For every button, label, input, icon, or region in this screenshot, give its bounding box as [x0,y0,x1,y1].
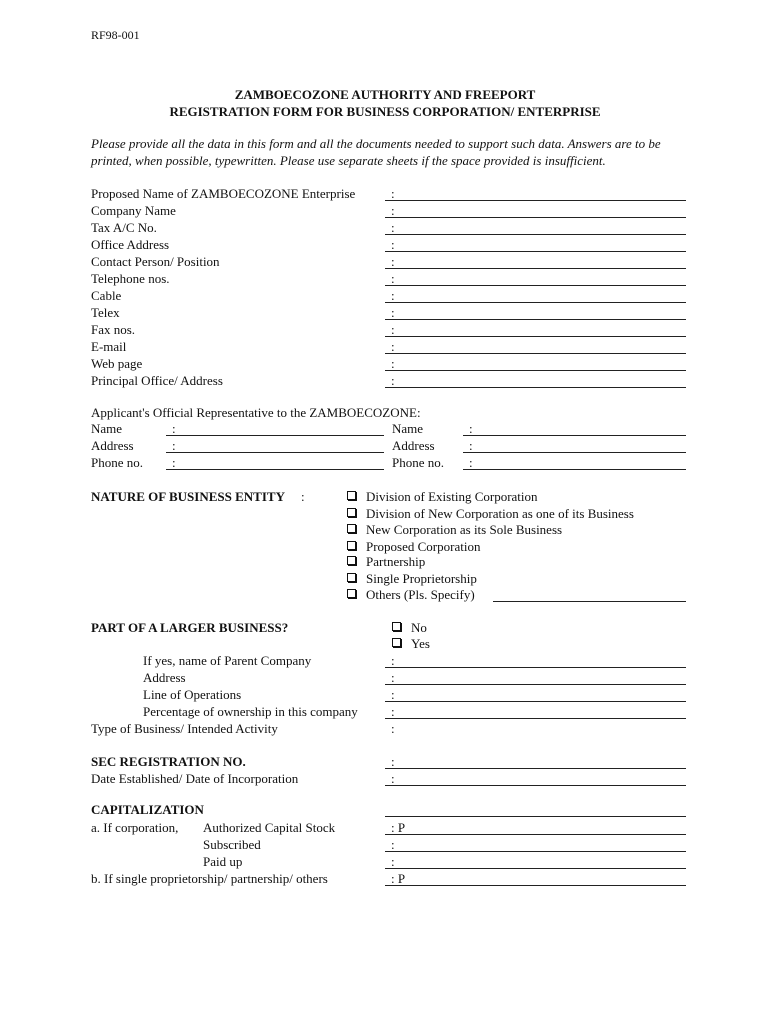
field-label-email: E-mail [91,339,127,354]
field-colon: : [391,854,395,869]
option-proposed-corporation[interactable] [347,539,480,555]
percentage-ownership-field[interactable] [385,718,686,719]
field-colon: : [391,687,395,702]
option-yes[interactable] [392,636,430,652]
field-colon: : [391,356,395,371]
option-others[interactable] [347,587,475,603]
form-title-line-1: ZAMBOECOZONE AUTHORITY AND FREEPORT [234,87,536,102]
option-label: Proposed Corporation [366,539,481,554]
option-label: New Corporation as its Sole Business [366,522,563,537]
paid-up-label: Paid up [203,854,243,869]
others-specify-field[interactable] [493,601,686,602]
field-colon: : [391,220,395,235]
rep1-phone-label: Phone no. [91,455,143,470]
type-of-business-label: Type of Business/ Intended Activity [91,721,278,736]
rep2-address-field[interactable] [463,452,686,453]
authorized-capital-label: Authorized Capital Stock [203,820,336,835]
field-colon: : [391,837,395,852]
field-label-principal-office: Principal Office/ Address [91,373,223,388]
field-colon: : [172,438,176,453]
telephone-field[interactable] [385,285,686,286]
capitalization-rule [385,816,686,817]
rep1-phone-field[interactable] [166,469,384,470]
sec-registration-label: SEC REGISTRATION NO. [91,754,246,769]
checkbox-icon[interactable] [347,573,356,582]
date-established-field[interactable] [385,785,686,786]
field-label-tax-ac: Tax A/C No. [91,220,157,235]
field-colon: : [391,254,395,269]
field-colon: : [391,771,395,786]
field-label-office-address: Office Address [91,237,170,252]
principal-office-field[interactable] [385,387,686,388]
option-division-new[interactable] [347,506,634,522]
rep2-address-label: Address [392,438,435,453]
parent-company-label: If yes, name of Parent Company [143,653,312,668]
field-label-contact-person: Contact Person/ Position [91,254,220,269]
peso-prefix: : P [391,871,406,886]
field-colon: : [391,704,395,719]
larger-business-heading: PART OF A LARGER BUSINESS? [91,620,289,635]
field-colon: : [391,288,395,303]
option-division-existing[interactable] [347,489,538,505]
option-label: Single Proprietorship [366,571,477,586]
rep1-name-field[interactable] [166,435,384,436]
option-label: Partnership [366,554,426,569]
single-proprietorship-label: b. If single proprietorship/ partnership/ others [91,871,328,886]
field-label-fax: Fax nos. [91,322,136,337]
checkbox-icon[interactable] [347,508,356,517]
nature-heading: NATURE OF BUSINESS ENTITY [91,489,285,504]
rep2-phone-field[interactable] [463,469,686,470]
field-colon: : [172,421,176,436]
checkbox-icon[interactable] [347,491,356,500]
company-name-field[interactable] [385,217,686,218]
field-label-web-page: Web page [91,356,143,371]
field-colon: : [391,271,395,286]
field-colon: : [469,438,473,453]
checkbox-icon[interactable] [347,556,356,565]
nature-colon: : [301,489,305,504]
field-colon: : [391,186,395,201]
rep2-name-field[interactable] [463,435,686,436]
form-instructions: Please provide all the data in this form and all the documents needed to support such data. Answers are to be printed, when possible, typewritten. Please use separate sheets if the space provided is insufficient. [91,136,661,168]
web-page-field[interactable] [385,370,686,371]
option-label: Yes [411,636,430,651]
checkbox-icon[interactable] [392,638,401,647]
field-colon: : [391,373,395,388]
checkbox-icon[interactable] [392,622,401,631]
email-field[interactable] [385,353,686,354]
single-proprietorship-field[interactable] [385,885,686,886]
paid-up-field[interactable] [385,868,686,869]
option-label: Others (Pls. Specify) [366,587,475,602]
option-no[interactable] [392,620,427,636]
field-colon: : [469,421,473,436]
cable-field[interactable] [385,302,686,303]
checkbox-icon[interactable] [347,541,356,550]
percentage-ownership-label: Percentage of ownership in this company [143,704,358,719]
form-code: RF98-001 [91,28,140,42]
proposed-name-field[interactable] [385,200,686,201]
field-colon: : [391,305,395,320]
subscribed-field[interactable] [385,851,686,852]
field-colon: : [391,237,395,252]
authorized-capital-field[interactable] [385,834,686,835]
subscribed-label: Subscribed [203,837,261,852]
checkbox-icon[interactable] [347,524,356,533]
field-label-proposed-name: Proposed Name of ZAMBOECOZONE Enterprise [91,186,356,201]
option-label: Division of Existing Corporation [366,489,538,504]
rep1-name-label: Name [91,421,123,436]
field-colon: : [469,455,473,470]
option-label: Division of New Corporation as one of its Business [366,506,634,521]
field-colon: : [391,203,395,218]
date-established-label: Date Established/ Date of Incorporation [91,771,299,786]
field-colon: : [391,653,395,668]
line-of-operations-field[interactable] [385,701,686,702]
field-label-telex: Telex [91,305,120,320]
telex-field[interactable] [385,319,686,320]
field-colon: : [391,339,395,354]
checkbox-icon[interactable] [347,589,356,598]
field-colon: : [391,721,395,736]
rep2-phone-label: Phone no. [392,455,444,470]
parent-company-field[interactable] [385,667,686,668]
line-of-operations-label: Line of Operations [143,687,242,702]
field-label-cable: Cable [91,288,122,303]
rep2-name-label: Name [392,421,424,436]
field-label-telephone: Telephone nos. [91,271,170,286]
corporation-label: a. If corporation, [91,820,179,835]
field-colon: : [391,322,395,337]
fax-field[interactable] [385,336,686,337]
form-title-line-2: REGISTRATION FORM FOR BUSINESS CORPORATION/ ENTERPRISE [169,104,601,119]
option-single-proprietorship[interactable] [347,571,477,587]
option-new-corporation[interactable] [347,522,562,538]
office-address-field[interactable] [385,251,686,252]
field-colon: : [172,455,176,470]
field-colon: : [391,754,395,769]
field-label-company-name: Company Name [91,203,176,218]
tax-ac-field[interactable] [385,234,686,235]
option-label: No [411,620,427,635]
rep1-address-label: Address [91,438,134,453]
capitalization-heading: CAPITALIZATION [91,802,204,817]
field-colon: : [391,670,395,685]
sec-registration-field[interactable] [385,768,686,769]
representative-heading: Applicant's Official Representative to the ZAMBOECOZONE: [91,405,421,420]
peso-prefix: : P [391,820,406,835]
parent-address-field[interactable] [385,684,686,685]
rep1-address-field[interactable] [166,452,384,453]
parent-address-label: Address [143,670,186,685]
contact-person-field[interactable] [385,268,686,269]
option-partnership[interactable] [347,554,425,570]
